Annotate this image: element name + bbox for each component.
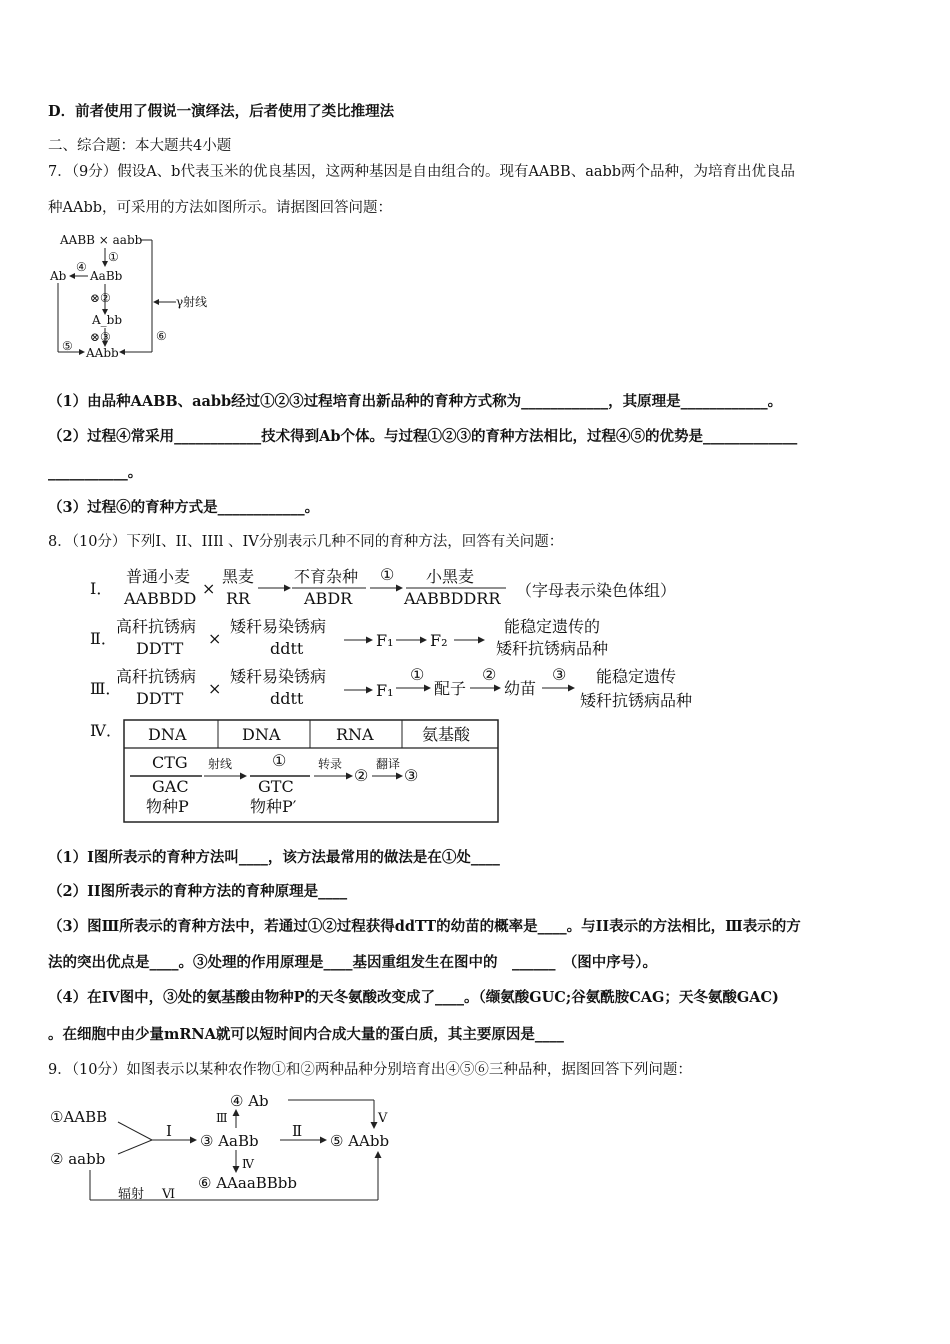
f9-step5: V [378, 1111, 388, 1126]
q8-sub1: （1）I图所表示的育种方法叫____，该方法最常用的做法是在①处____ [48, 849, 500, 866]
f8-r3-a-genotype: DDTT [136, 689, 184, 708]
f8-r1-cross: × [202, 579, 216, 598]
q8-sub4-line1: （4）在IV图中，③处的氨基酸由物种P的天冬氨酸改变成了____。（缬氨酸GUC;谷氨酰胺CAG；天冬氨酸GAC) [48, 989, 779, 1006]
f8-r1-c: 不育杂种 [294, 567, 359, 586]
q9-stem: 9．（10分）如图表示以某种农作物①和②两种品种分别培育出④⑤⑥三种品种，据图回答下列问题： [48, 1062, 692, 1078]
f8-r4-label: Ⅳ． [90, 721, 122, 740]
q7-sub3: （3）过程⑥的育种方式是____________。 [48, 499, 320, 516]
f9-node5: ⑤ AAbb [330, 1132, 390, 1150]
f8-h-rna: RNA [336, 725, 374, 744]
f8-r2-b-genotype: ddtt [270, 639, 304, 658]
f8-r3-result1: 能稳定遗传 [596, 667, 677, 686]
f8-mrna-site: ② [354, 766, 369, 785]
q7-sub2-line2: ___________。 [48, 464, 143, 481]
q8-sub3-line1: （3）图Ⅲ所表示的育种方法中，若通过①②过程获得ddTT的幼苗的概率是____。与II表示的方法相比，Ⅲ表示的方 [48, 918, 801, 935]
section-heading: 二、综合题：本大题共4小题 [48, 138, 232, 154]
f8-r3-b-genotype: ddtt [270, 689, 304, 708]
f7-gamma: γ射线 [176, 295, 208, 309]
f7-hybrid: AaBb [90, 269, 123, 283]
f8-r2-b: 矮秆易染锈病 [230, 617, 327, 636]
f8-r2-a: 高秆抗锈病 [116, 617, 197, 636]
f9-parent2: ② aabb [50, 1150, 106, 1168]
f8-r3-cross: × [208, 679, 222, 698]
f8-transcription: 转录 [318, 757, 343, 771]
f8-r1-b-genome: RR [226, 589, 251, 608]
f8-h-dna2: DNA [242, 725, 281, 744]
q7-sub2-line1: （2）过程④常采用____________技术得到Ab个体。与过程①②③的育种方法相比，过程④⑤的优势是_____________ [48, 428, 798, 445]
f8-r3-seedling: 幼苗 [504, 679, 537, 698]
f7-step4: ④ [76, 260, 87, 274]
q8-sub4-line2: 。在细胞中由少量mRNA就可以短时间内合成大量的蛋白质，其主要原因是____ [48, 1026, 564, 1043]
f8-r1-b: 黑麦 [222, 567, 255, 586]
f8-r2-f1: F₁ [376, 631, 394, 650]
f8-r3-step3: ③ [552, 665, 567, 684]
f8-species-p2: 物种P′ [250, 797, 297, 816]
f8-ctg: CTG [152, 753, 188, 772]
f8-r1-note: （字母表示染色体组） [516, 581, 677, 600]
f7-a-bb: A_bb [92, 313, 123, 327]
f9-step6: Ⅵ [162, 1187, 176, 1202]
f7-step5: ⑤ [62, 339, 73, 353]
f8-r3-step2: ② [482, 665, 497, 684]
option-d: D．前者使用了假说一演绎法，后者使用了类比推理法 [48, 103, 395, 120]
f8-r2-result2: 矮秆抗锈病品种 [496, 639, 609, 658]
f8-r1-step: ① [380, 565, 395, 584]
f8-r2-a-genotype: DDTT [136, 639, 184, 658]
q7-breeding-diagram [48, 228, 218, 366]
f8-mutation-site: ① [272, 751, 287, 770]
q8-sub3-line2: 法的突出优点是____。③处理的作用原理是____基因重组发生在图中的 ______ （图中序号）。 [48, 954, 657, 971]
q7-sub1: （1）由品种AABB、aabb经过①②③过程培育出新品种的育种方式称为____________，其原理是____________。 [48, 393, 783, 410]
f7-step3: ⊗③ [90, 330, 111, 344]
f8-r3-step1: ① [410, 665, 425, 684]
f9-radiation: 辐射 [118, 1187, 145, 1202]
f8-r2-result1: 能稳定遗传的 [504, 617, 601, 636]
q8-breeding-methods-diagram [86, 564, 726, 832]
f8-r3-b: 矮秆易染锈病 [230, 667, 327, 686]
f9-step2: Ⅱ [292, 1122, 303, 1140]
f9-step4: Ⅳ [242, 1157, 254, 1171]
f9-node4: ④ Ab [230, 1092, 269, 1110]
f9-step1: I [166, 1122, 172, 1140]
f8-aa-site: ③ [404, 766, 419, 785]
f7-step6: ⑥ [156, 329, 167, 343]
f8-r1-c-genome: ABDR [304, 589, 353, 608]
f8-r3-f1: F₁ [376, 681, 394, 700]
f8-r3-label: Ⅲ． [90, 679, 122, 698]
f8-r1-a: 普通小麦 [126, 567, 191, 586]
q9-breeding-diagram [48, 1088, 408, 1208]
q7-stem-line1: 7．（9分）假设A、b代表玉米的优良基因，这两种基因是自由组合的。现有AABB、aabb两个品种，为培育出优良品 [48, 164, 796, 180]
f9-node3: ③ AaBb [200, 1132, 259, 1150]
f8-r3-gamete: 配子 [434, 679, 467, 698]
f8-r2-f2: F₂ [430, 631, 448, 650]
f8-r3-result2: 矮秆抗锈病品种 [580, 691, 693, 710]
f8-species-p: 物种P [146, 797, 189, 816]
f8-r1-label: I． [90, 579, 113, 598]
f8-ray: 射线 [208, 757, 233, 771]
f7-result: AAbb [86, 346, 119, 360]
f8-r2-label: Ⅱ． [90, 629, 117, 648]
f9-parent1: ①AABB [50, 1108, 108, 1126]
f8-r2-cross: × [208, 629, 222, 648]
f8-translation: 翻译 [376, 757, 401, 771]
f9-step3: Ⅲ [216, 1111, 228, 1125]
q8-sub2: （2）II图所表示的育种方法的育种原理是____ [48, 883, 348, 900]
f8-h-dna1: DNA [148, 725, 187, 744]
f8-r1-a-genome: AABBDD [124, 589, 197, 608]
f7-step1: ① [108, 250, 119, 264]
q8-stem: 8．（10分）下列I、II、IIIl 、IV分别表示几种不同的育种方法，回答有关问题： [48, 534, 564, 550]
f8-gac: GAC [152, 777, 189, 796]
q7-stem-line2: 种AAbb，可采用的方法如图所示。请据图回答问题： [48, 200, 393, 216]
f7-cross: AABB × aabb [60, 233, 143, 247]
f7-step2: ⊗② [90, 291, 111, 305]
f8-gtc: GTC [258, 777, 294, 796]
f8-r3-a: 高秆抗锈病 [116, 667, 197, 686]
f8-r1-d: 小黑麦 [426, 567, 475, 586]
f9-node6: ⑥ AAaaBBbb [198, 1174, 298, 1192]
f8-r1-d-genome: AABBDDRR [404, 589, 501, 608]
f8-h-aa: 氨基酸 [422, 725, 471, 744]
f7-ab: Ab [50, 269, 67, 283]
